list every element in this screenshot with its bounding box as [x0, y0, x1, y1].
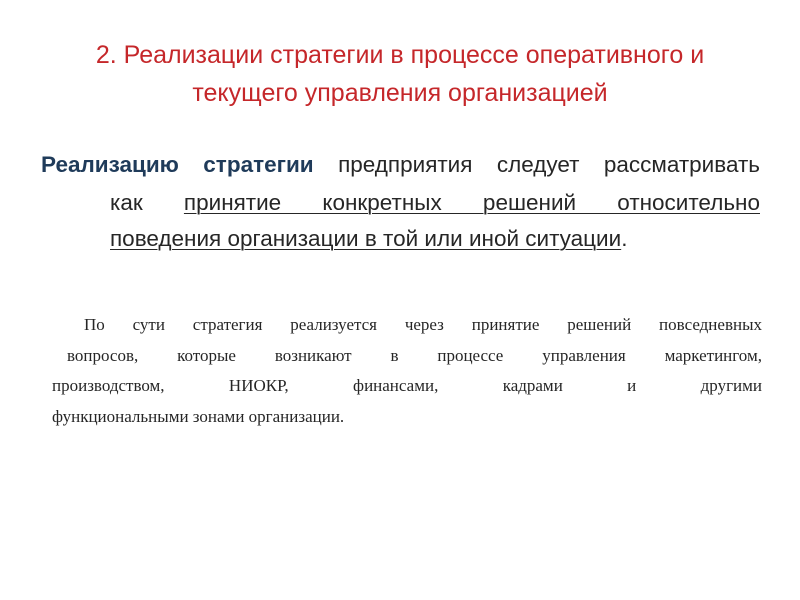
- slide-title-line-2: текущего управления организацией: [192, 79, 608, 107]
- paragraph-2-line-3: производством, НИОКР, финансами, кадрами и другими: [52, 376, 762, 395]
- paragraph-2-line-2: вопросов, которые возникают в процессе управления маркетингом,: [67, 346, 762, 365]
- paragraph-2-line-4: функциональными зонами организации.: [52, 407, 345, 426]
- paragraph-2-line-1: По сути стратегия реализуется через принятие решений повседневных: [84, 315, 762, 334]
- paragraph-1-line-1: [41, 150, 760, 180]
- paragraph-1-line-2: [110, 188, 760, 218]
- paragraph-1-line-3: [110, 224, 627, 254]
- paragraph-1-underlined-text-continued: поведения организации в той или иной ситуации: [110, 226, 622, 251]
- paragraph-1-line-2-text: как: [110, 190, 143, 215]
- paragraph-1-period: .: [621, 226, 628, 251]
- paragraph-1-line-1-text: предприятия следует рассматривать: [338, 152, 760, 177]
- paragraph-1-emphasis: Реализацию стратегии: [41, 152, 314, 177]
- slide-title-line-1: 2. Реализации стратегии в процессе оперативного и: [95, 41, 705, 69]
- paragraph-1-underlined-text: принятие конкретных решений относительно: [183, 190, 760, 215]
